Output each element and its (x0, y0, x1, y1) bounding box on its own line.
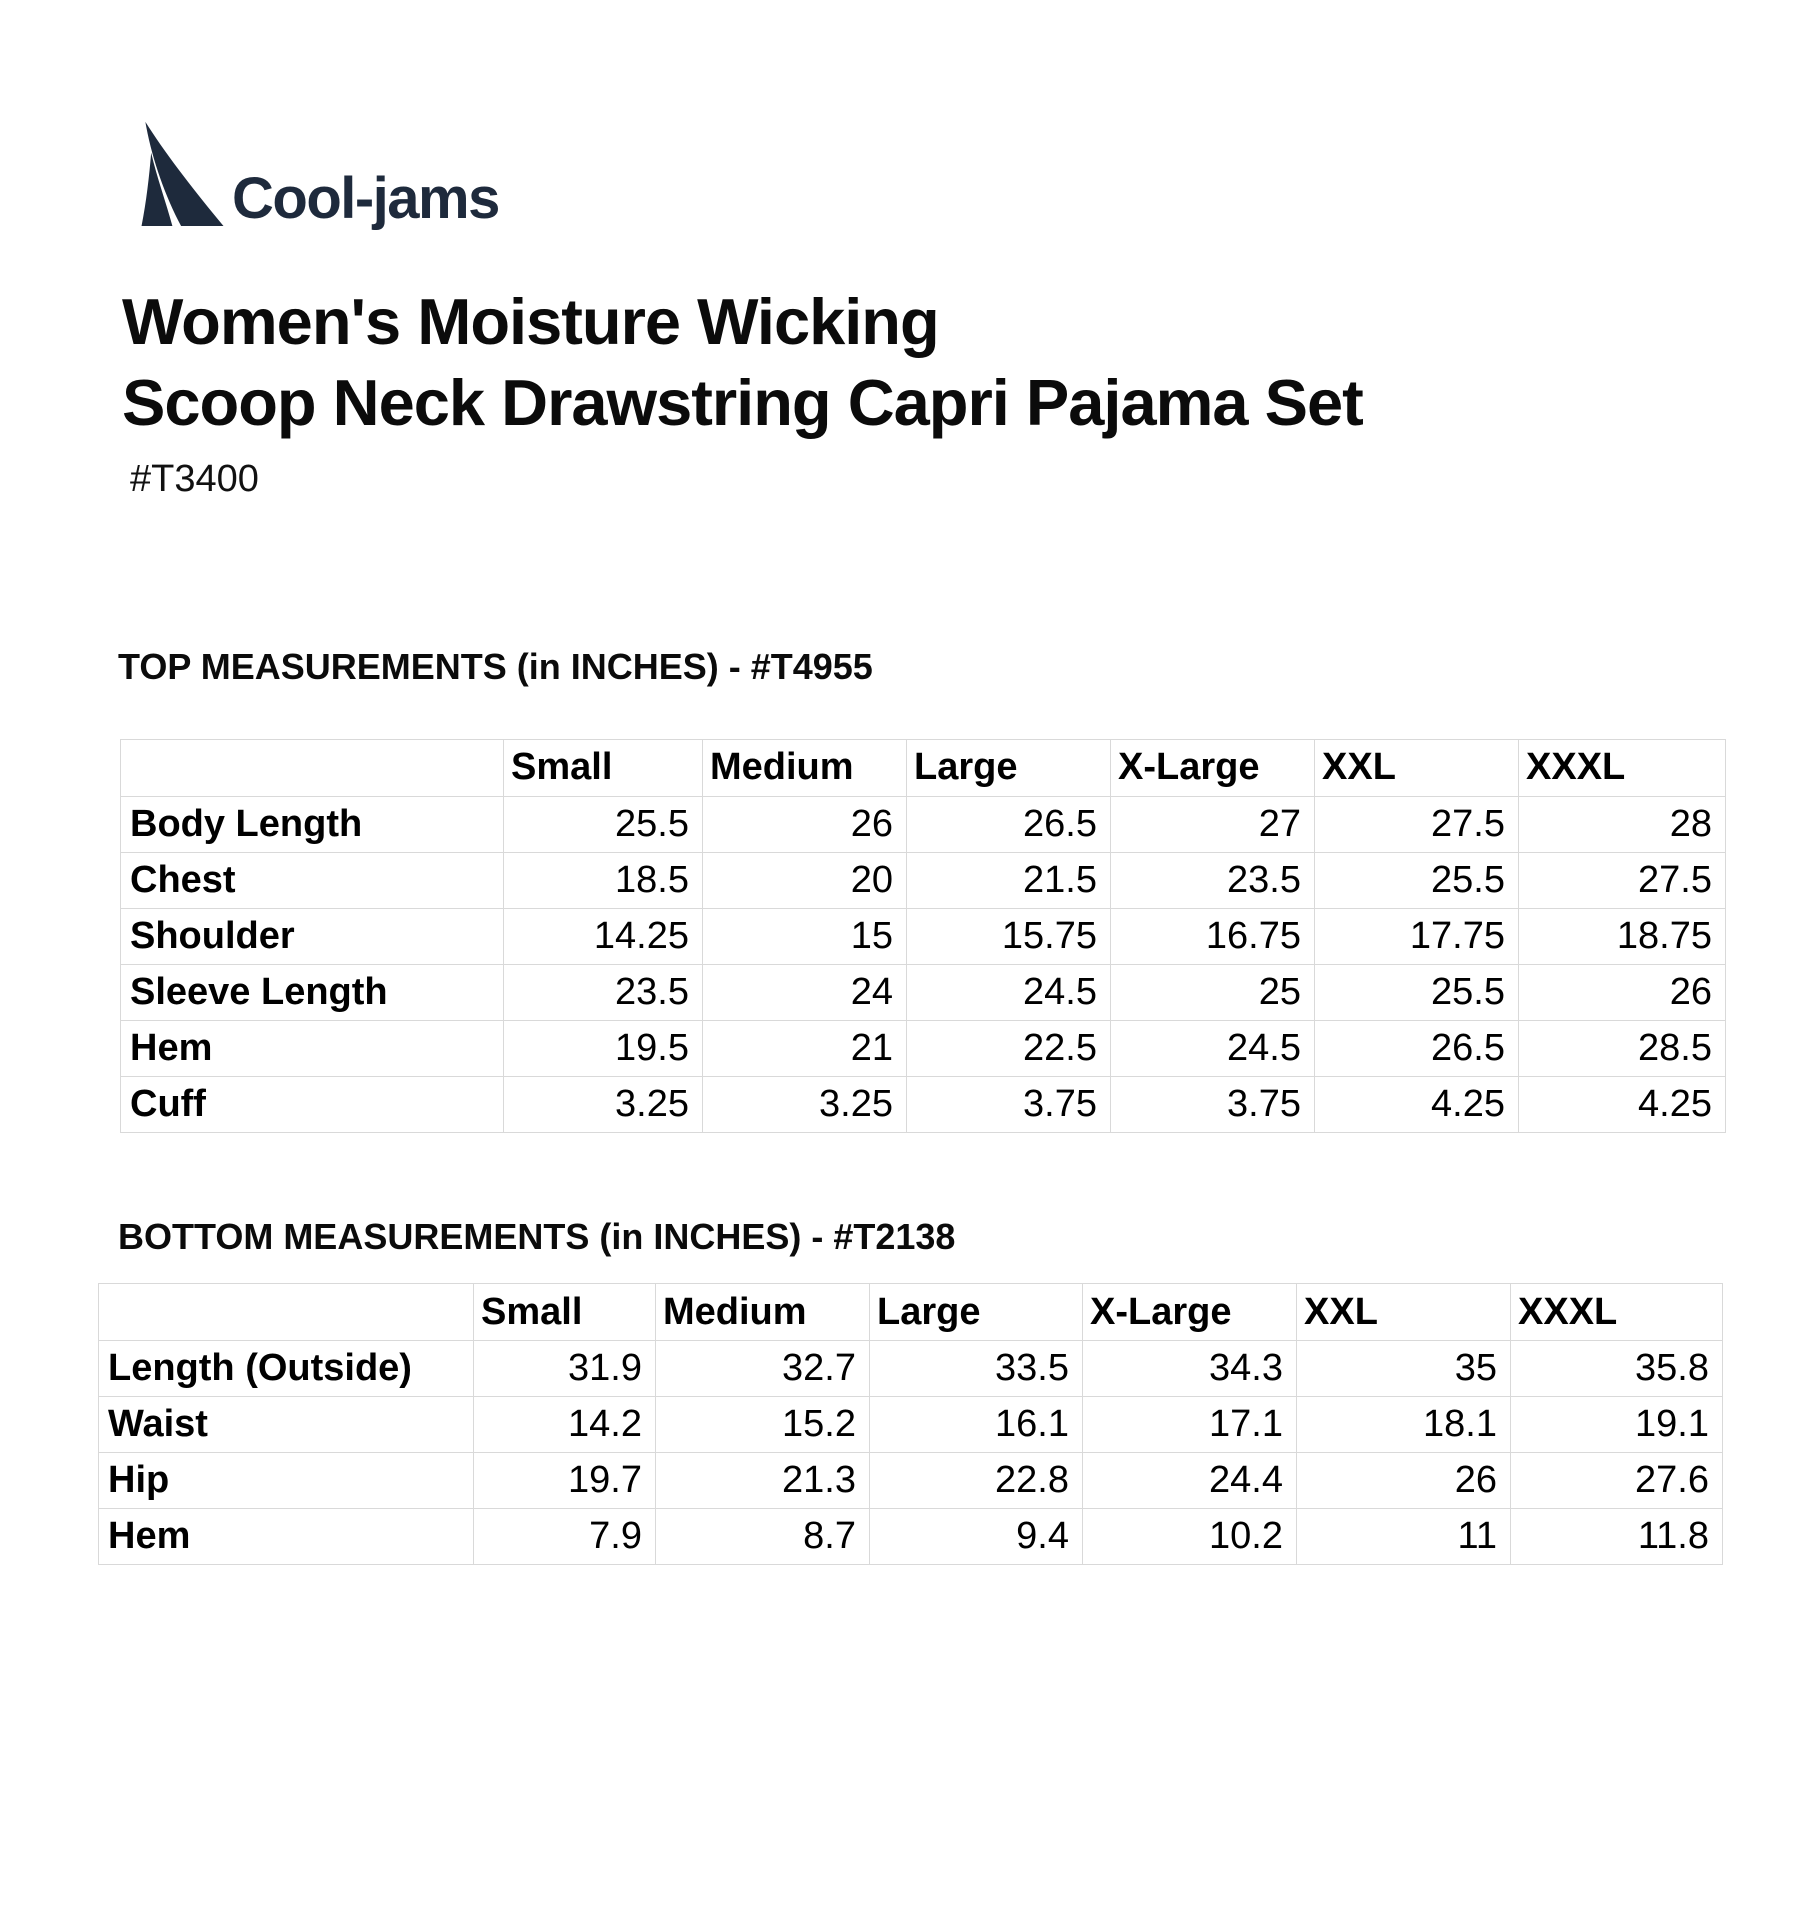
cell: 16.1 (870, 1397, 1083, 1453)
cell: 21 (703, 1020, 907, 1076)
cell: 24.5 (1111, 1020, 1315, 1076)
col-header-small: Small (474, 1284, 656, 1341)
cell: 3.25 (504, 1076, 703, 1132)
cell: 16.75 (1111, 908, 1315, 964)
col-header-medium: Medium (656, 1284, 870, 1341)
cell: 22.5 (907, 1020, 1111, 1076)
col-header-medium: Medium (703, 739, 907, 796)
cell: 24.4 (1083, 1453, 1297, 1509)
row-label: Cuff (121, 1076, 504, 1132)
cell: 23.5 (504, 964, 703, 1020)
cell: 25.5 (1315, 964, 1519, 1020)
row-label: Hem (121, 1020, 504, 1076)
col-header-xxl: XXL (1315, 739, 1519, 796)
product-code: #T3400 (130, 457, 259, 500)
corner-cell (121, 739, 504, 796)
cell: 8.7 (656, 1509, 870, 1565)
col-header-small: Small (504, 739, 703, 796)
cell: 11.8 (1511, 1509, 1723, 1565)
cell: 10.2 (1083, 1509, 1297, 1565)
table-row (121, 796, 1726, 852)
cell: 25.5 (1315, 852, 1519, 908)
brand-name: Cool-jams (232, 165, 499, 231)
col-header-xxl: XXL (1297, 1284, 1511, 1341)
corner-cell (99, 1284, 474, 1341)
cell: 22.8 (870, 1453, 1083, 1509)
cell: 7.9 (474, 1509, 656, 1565)
cell: 11 (1297, 1509, 1511, 1565)
table-row (121, 1020, 1726, 1076)
cell: 34.3 (1083, 1341, 1297, 1397)
cell: 25 (1111, 964, 1315, 1020)
table-row (121, 852, 1726, 908)
row-label: Body Length (121, 796, 504, 852)
cell: 17.75 (1315, 908, 1519, 964)
page-title-line2: Scoop Neck Drawstring Capri Pajama Set (122, 366, 1363, 440)
cell: 25.5 (504, 796, 703, 852)
cell: 26 (703, 796, 907, 852)
cell: 15.2 (656, 1397, 870, 1453)
col-header-large: Large (870, 1284, 1083, 1341)
page-title-line1: Women's Moisture Wicking (122, 285, 939, 358)
cell: 31.9 (474, 1341, 656, 1397)
top-table-header-row (121, 739, 1726, 796)
bottom-table-header-row (99, 1284, 1723, 1341)
cell: 35.8 (1511, 1341, 1723, 1397)
cell: 19.7 (474, 1453, 656, 1509)
cell: 26.5 (1315, 1020, 1519, 1076)
table-row (99, 1397, 1723, 1453)
page-title (122, 281, 1800, 444)
cell: 18.75 (1519, 908, 1726, 964)
bottom-measurements-table (98, 1283, 1723, 1565)
cell: 24.5 (907, 964, 1111, 1020)
cell: 18.5 (504, 852, 703, 908)
table-row (121, 964, 1726, 1020)
cell: 28.5 (1519, 1020, 1726, 1076)
row-label: Waist (99, 1397, 474, 1453)
cell: 27.5 (1519, 852, 1726, 908)
cell: 21.5 (907, 852, 1111, 908)
cell: 27.5 (1315, 796, 1519, 852)
bottom-measurements-heading: BOTTOM MEASUREMENTS (in INCHES) - #T2138 (118, 1215, 956, 1257)
cell: 23.5 (1111, 852, 1315, 908)
cell: 3.75 (907, 1076, 1111, 1132)
cell: 35 (1297, 1341, 1511, 1397)
cell: 26.5 (907, 796, 1111, 852)
col-header-xlarge: X-Large (1083, 1284, 1297, 1341)
row-label: Sleeve Length (121, 964, 504, 1020)
table-row (121, 908, 1726, 964)
row-label: Shoulder (121, 908, 504, 964)
row-label: Chest (121, 852, 504, 908)
cell: 18.1 (1297, 1397, 1511, 1453)
table-row (99, 1341, 1723, 1397)
cell: 24 (703, 964, 907, 1020)
col-header-large: Large (907, 739, 1111, 796)
cell: 15.75 (907, 908, 1111, 964)
brand-logo (137, 118, 1800, 231)
col-header-xxxl: XXXL (1519, 739, 1726, 796)
cell: 27.6 (1511, 1453, 1723, 1509)
cell: 20 (703, 852, 907, 908)
row-label: Hem (99, 1509, 474, 1565)
sailboat-icon (137, 118, 229, 226)
table-row (99, 1509, 1723, 1565)
table-row (121, 1076, 1726, 1132)
cell: 26 (1519, 964, 1726, 1020)
top-measurements-table (120, 739, 1726, 1133)
cell: 19.5 (504, 1020, 703, 1076)
cell: 33.5 (870, 1341, 1083, 1397)
cell: 3.25 (703, 1076, 907, 1132)
cell: 4.25 (1315, 1076, 1519, 1132)
row-label: Length (Outside) (99, 1341, 474, 1397)
cell: 32.7 (656, 1341, 870, 1397)
cell: 19.1 (1511, 1397, 1723, 1453)
cell: 28 (1519, 796, 1726, 852)
cell: 21.3 (656, 1453, 870, 1509)
cell: 27 (1111, 796, 1315, 852)
col-header-xxxl: XXXL (1511, 1284, 1723, 1341)
table-row (99, 1453, 1723, 1509)
cell: 15 (703, 908, 907, 964)
row-label: Hip (99, 1453, 474, 1509)
cell: 26 (1297, 1453, 1511, 1509)
col-header-xlarge: X-Large (1111, 739, 1315, 796)
cell: 4.25 (1519, 1076, 1726, 1132)
cell: 14.25 (504, 908, 703, 964)
cell: 14.2 (474, 1397, 656, 1453)
cell: 3.75 (1111, 1076, 1315, 1132)
cell: 17.1 (1083, 1397, 1297, 1453)
top-measurements-heading: TOP MEASUREMENTS (in INCHES) - #T4955 (118, 645, 873, 687)
cell: 9.4 (870, 1509, 1083, 1565)
